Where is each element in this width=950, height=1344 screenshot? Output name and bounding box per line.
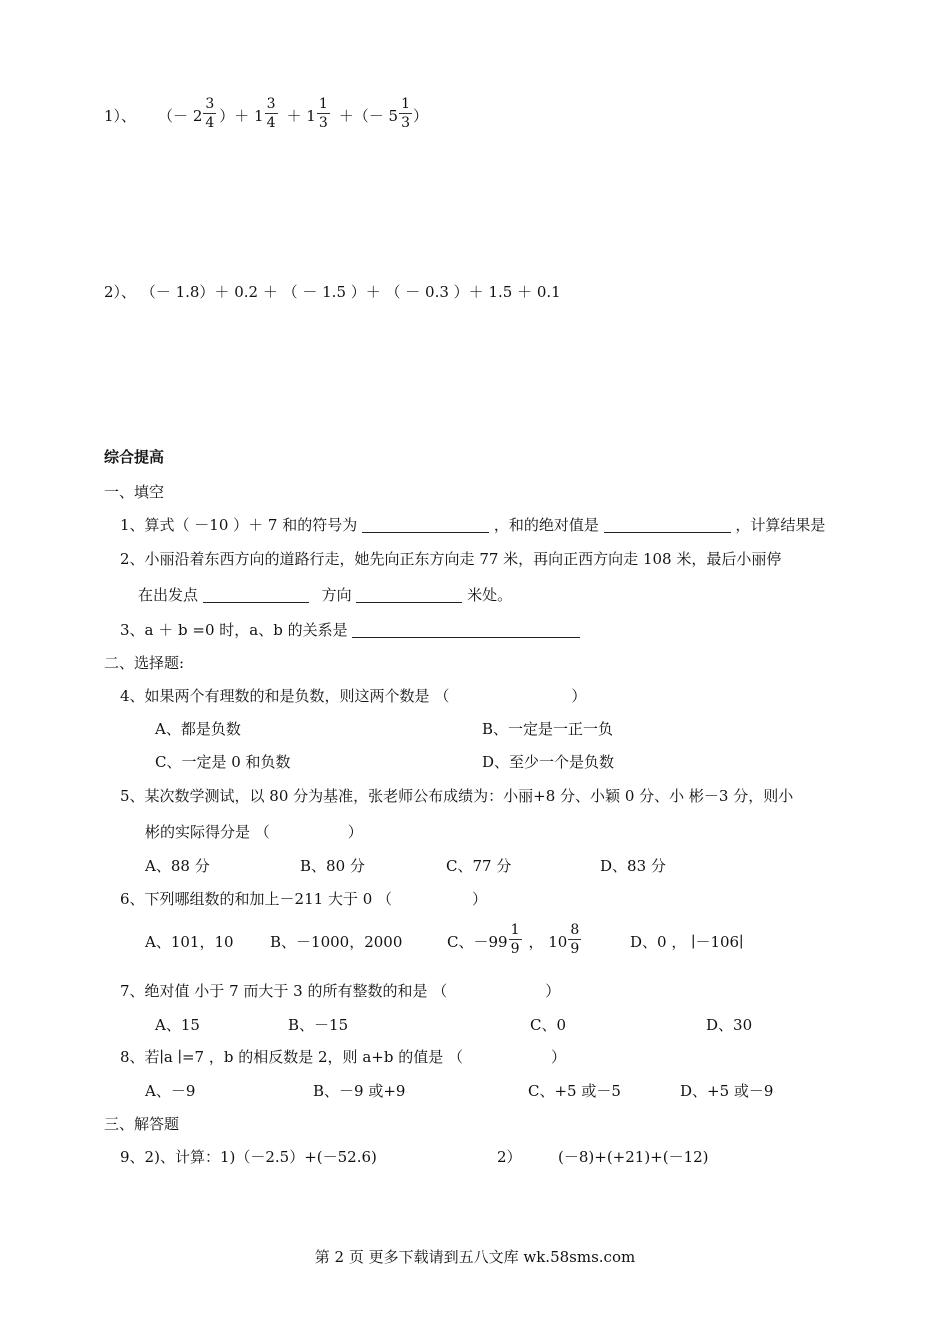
question-6-option-a[interactable]: A、101，10 [145,933,234,951]
question-8-option-d[interactable]: D、+5 或－9 [680,1082,774,1100]
calc-problem-1-label: 1）、 [104,106,137,125]
fraction: $\frac{1}{3}$ [318,95,328,131]
question-4: 4、如果两个有理数的和是负数，则这两个数是 （ ） [120,687,587,705]
question-5-option-c[interactable]: C、77 分 [446,857,512,875]
answer-blank[interactable] [604,516,731,533]
choice-heading: 二、选择题: [104,654,185,672]
question-5-option-b[interactable]: B、80 分 [300,857,365,875]
answer-blank[interactable] [352,621,580,638]
question-6-option-c[interactable]: C、－99 $\frac{1}{9}$ ， 10 $\frac{8}{9}$ [447,921,580,957]
question-7: 7、绝对值 小于 7 而大于 3 的所有整数的和是 （ ） [120,982,561,1000]
page-footer: 第 2 页 更多下载请到五八文库 wk.58sms.com [314,1248,636,1266]
question-5: 5、某次数学测试，以 80 分为基准，张老师公布成绩为：小丽+8 分、小颖 0 分、小 彬－3 分，则小 [120,787,794,805]
question-2: 2、小丽沿着东西方向的道路行走，她先向正东方向走 77 米，再向正西方向走 108 米，最后小丽停 [120,550,782,568]
question-9-part-2: (－8)+(+21)+(－12) [558,1148,709,1166]
fraction: $\frac{1}{3}$ [401,95,410,131]
fraction: $\frac{1}{9}$ [510,921,520,957]
fill-heading: 一、填空 [104,483,165,501]
calc-problem-1: 1）、 （－ 2 $\frac{3}{4}$ ）＋ 1 $\frac{3}{4}$ ＋ 1 $\frac{1}{3}$ ＋（－ 5 $\frac{1}{3}$ ） [104,95,428,131]
answer-blank[interactable] [362,516,489,533]
fraction: $\frac{8}{9}$ [570,921,580,957]
fraction: $\frac{3}{4}$ [205,95,215,131]
fraction: $\frac{3}{4}$ [266,95,276,131]
question-4-option-d[interactable]: D、至少一个是负数 [482,753,615,771]
question-6-option-d[interactable]: D、0 ， ∣－106∣ [630,933,744,951]
question-6: 6、下列哪组数的和加上－211 大于 0 （ ） [120,890,488,908]
question-2-line2: 在出发点 方向 米处。 [138,586,513,604]
question-1: 1、算式（ －10 ）＋ 7 和的符号为 ，和的绝对值是 ，计算结果是 [120,516,826,534]
question-7-option-a[interactable]: A、15 [155,1016,200,1034]
solve-heading: 三、解答题 [104,1115,180,1133]
question-6-option-b[interactable]: B、－1000，2000 [270,933,403,951]
question-7-option-c[interactable]: C、0 [530,1016,567,1034]
question-7-option-d[interactable]: D、30 [706,1016,753,1034]
question-5-option-d[interactable]: D、83 分 [600,857,666,875]
question-7-option-b[interactable]: B、－15 [288,1016,349,1034]
question-8-option-a[interactable]: A、－9 [145,1082,196,1100]
answer-blank[interactable] [356,586,462,603]
question-8-option-b[interactable]: B、－9 或+9 [313,1082,406,1100]
answer-blank[interactable] [203,586,309,603]
question-9-part-2-label: 2） [497,1148,522,1166]
question-4-option-b[interactable]: B、一定是一正一负 [482,720,614,738]
question-5-line2: 彬的实际得分是 （ ） [145,823,363,841]
question-3: 3、a ＋ b =0 时，a、b 的关系是 [120,619,580,640]
section-title: 综合提高 [104,448,165,466]
question-9-part-1: 9、2)、计算：1)（－2.5）+(－52.6) [120,1148,377,1166]
question-5-option-a[interactable]: A、88 分 [145,857,210,875]
question-8: 8、若∣a ∣=7 ，b 的相反数是 2，则 a+b 的值是 （ ） [120,1048,566,1066]
question-8-option-c[interactable]: C、+5 或－5 [528,1082,621,1100]
question-4-option-c[interactable]: C、一定是 0 和负数 [155,753,291,771]
question-4-option-a[interactable]: A、都是负数 [155,720,241,738]
calc-problem-2: 2）、 （－ 1.8）＋ 0.2 ＋ （ － 1.5 ）＋ （ － 0.3 ）＋ 1.5 ＋ 0.1 [104,283,561,301]
